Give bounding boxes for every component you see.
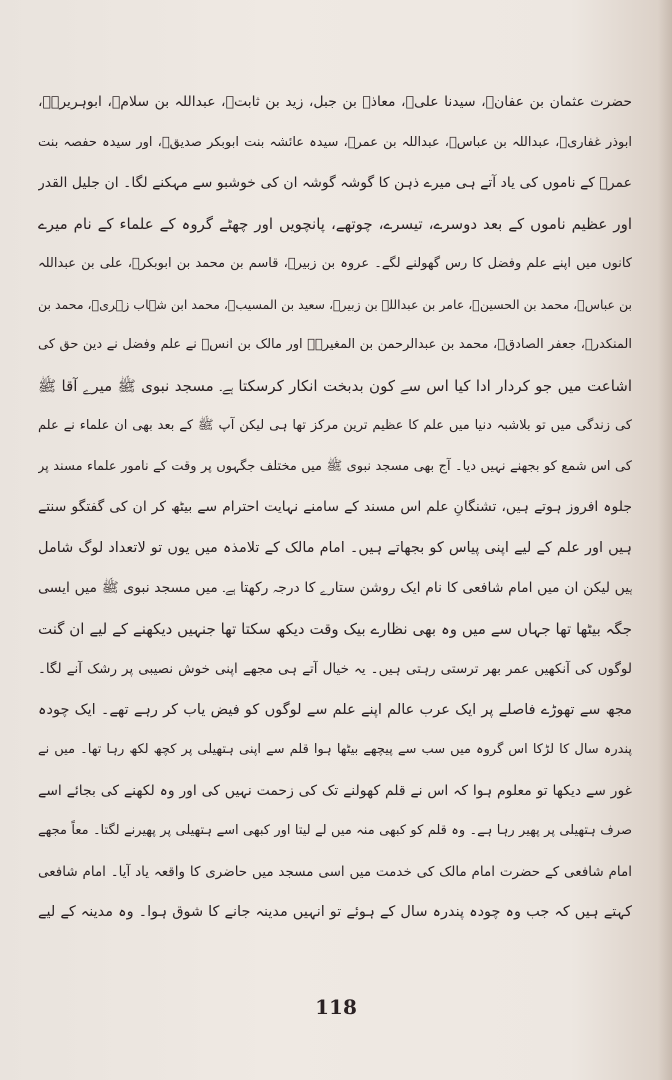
text-line: ابوذر غفاریؓ، عبداللہ بن عباسؓ، عبداللہ بن عمرؓ، سیدہ عائشہ بنت ابوبکر صدیقؓ، اور سیدہ حفصہ بنت (38, 134, 632, 150)
text-line: حضرت عثمان بن عفانؓ، سیدنا علیؓ، معاذؓ بن جبل، زید بن ثابتؓ، عبداللہ بن سلامؓ، ابوہریرہؓ، (38, 94, 632, 110)
text-line: اور عظیم ناموں کے بعد دوسرے، تیسرے، چوتھے، پانچویں اور چھٹے گروہ کے علماء کے نام میرے (38, 214, 632, 233)
text-line: اشاعت میں جو کردار ادا کیا اس سے کون بدبخت انکار کرسکتا ہے۔ مسجد نبوی ﷺ میرے آقا ﷺ (38, 376, 632, 395)
text-line: صرف ہتھیلی پر پھیر رہا ہے۔ وہ قلم کو کبھی منہ میں لے لیتا اور کبھی اسے ہتھیلی پر پھیرنے لگتا۔ معاً مجھے (38, 823, 632, 838)
text-line: عمرؓ کے ناموں کی یاد آتے ہی میرے ذہن کا گوشہ گوشہ ان کی خوشبو سے مہکنے لگا۔ ان جلیل القدر (38, 175, 632, 191)
text-line: المنکدرؒ، جعفر الصادقؒ، محمد بن عبدالرحمن بن المغیرہؒ اور مالک بن انسؒ نے علم وفضل نے دین حق کی (38, 337, 632, 352)
text-line: جگہ بیٹھا تھا جہاں سے میں وہ بھی نظارے بیک وقت دیکھ سکتا تھا جنہیں دیکھنے کے لیے ان گنت (38, 619, 632, 638)
text-line: کی اس شمع کو بجھنے نہیں دیا۔ آج بھی مسجد نبوی ﷺ میں مختلف جگہوں پر وقت کے نامور علماء مسند پر (38, 458, 632, 474)
text-line: کانوں میں اپنے علم وفضل کا رس گھولنے لگے۔ عروہ بن زبیرؒ، قاسم بن محمد بن ابوبکرؒ، علی بن عبداللہ (38, 256, 632, 271)
text-line: ہیں اور علم کے لیے اپنی پیاس کو بجھاتے ہیں۔ امام مالک کے تلامذہ میں یوں تو لاتعداد لوگ شامل (38, 539, 632, 556)
page-edge-shadow (658, 0, 672, 1080)
text-line: لوگوں کی آنکھیں عمر بھر ترستی رہتی ہیں۔ یہ خیال آتے ہی مجھے اپنی خوش نصیبی پر رشک آنے لگا۔ (38, 661, 632, 677)
text-line: کی زندگی میں تو بلاشبہ دنیا میں علم کا عظیم ترین مرکز تھا ہی لیکن آپ ﷺ کے بعد بھی ان علماء نے علم (38, 418, 632, 433)
text-line: جلوہ افروز ہوتے ہیں، تشنگانِ علم اس مسند کے سامنے نہایت احترام سے بیٹھ کر ان کی گفتگو سنتے (38, 499, 632, 515)
text-line: بن عباسؒ، محمد بن الحسینؒ، عامر بن عبداللہ بن زبیرؒ، سعید بن المسیبؒ، محمد ابن شہاب زہریؒ، محمد بن (38, 296, 632, 312)
text-line: ہیں لیکن ان میں امام شافعی کا نام ایک روشن ستارے کا درجہ رکھتا ہے۔ میں مسجد نبوی ﷺ میں ایسی (38, 580, 632, 596)
text-line: غور سے دیکھا تو معلوم ہوا کہ اس نے قلم کھولنے تک کی زحمت نہیں کی اور وہ لکھنے کی بجائے اسے (38, 782, 632, 799)
body-text (38, 82, 632, 933)
text-line: پندرہ سال کا لڑکا اس گروہ میں سب سے پیچھے بیٹھا ہوا قلم سے اپنی ہتھیلی پر کچھ لکھ رہا تھا۔ میں نے (38, 742, 632, 757)
text-line: امام شافعی کے حضرت امام مالک کی خدمت میں اسی مسجد میں حاضری کا واقعہ یاد آیا۔ امام شافعی (38, 863, 632, 880)
text-line: کہتے ہیں کہ جب وہ چودہ پندرہ سال کے ہوئے تو انہیں مدینہ جانے کا شوق ہوا۔ وہ مدینہ کے لیے (38, 904, 632, 920)
text-line: مجھ سے تھوڑے فاصلے پر ایک عرب عالم اپنے علم سے لوگوں کو فیض یاب کر رہے تھے۔ ایک چودہ (38, 701, 632, 718)
page-number: 118 (315, 995, 357, 1019)
